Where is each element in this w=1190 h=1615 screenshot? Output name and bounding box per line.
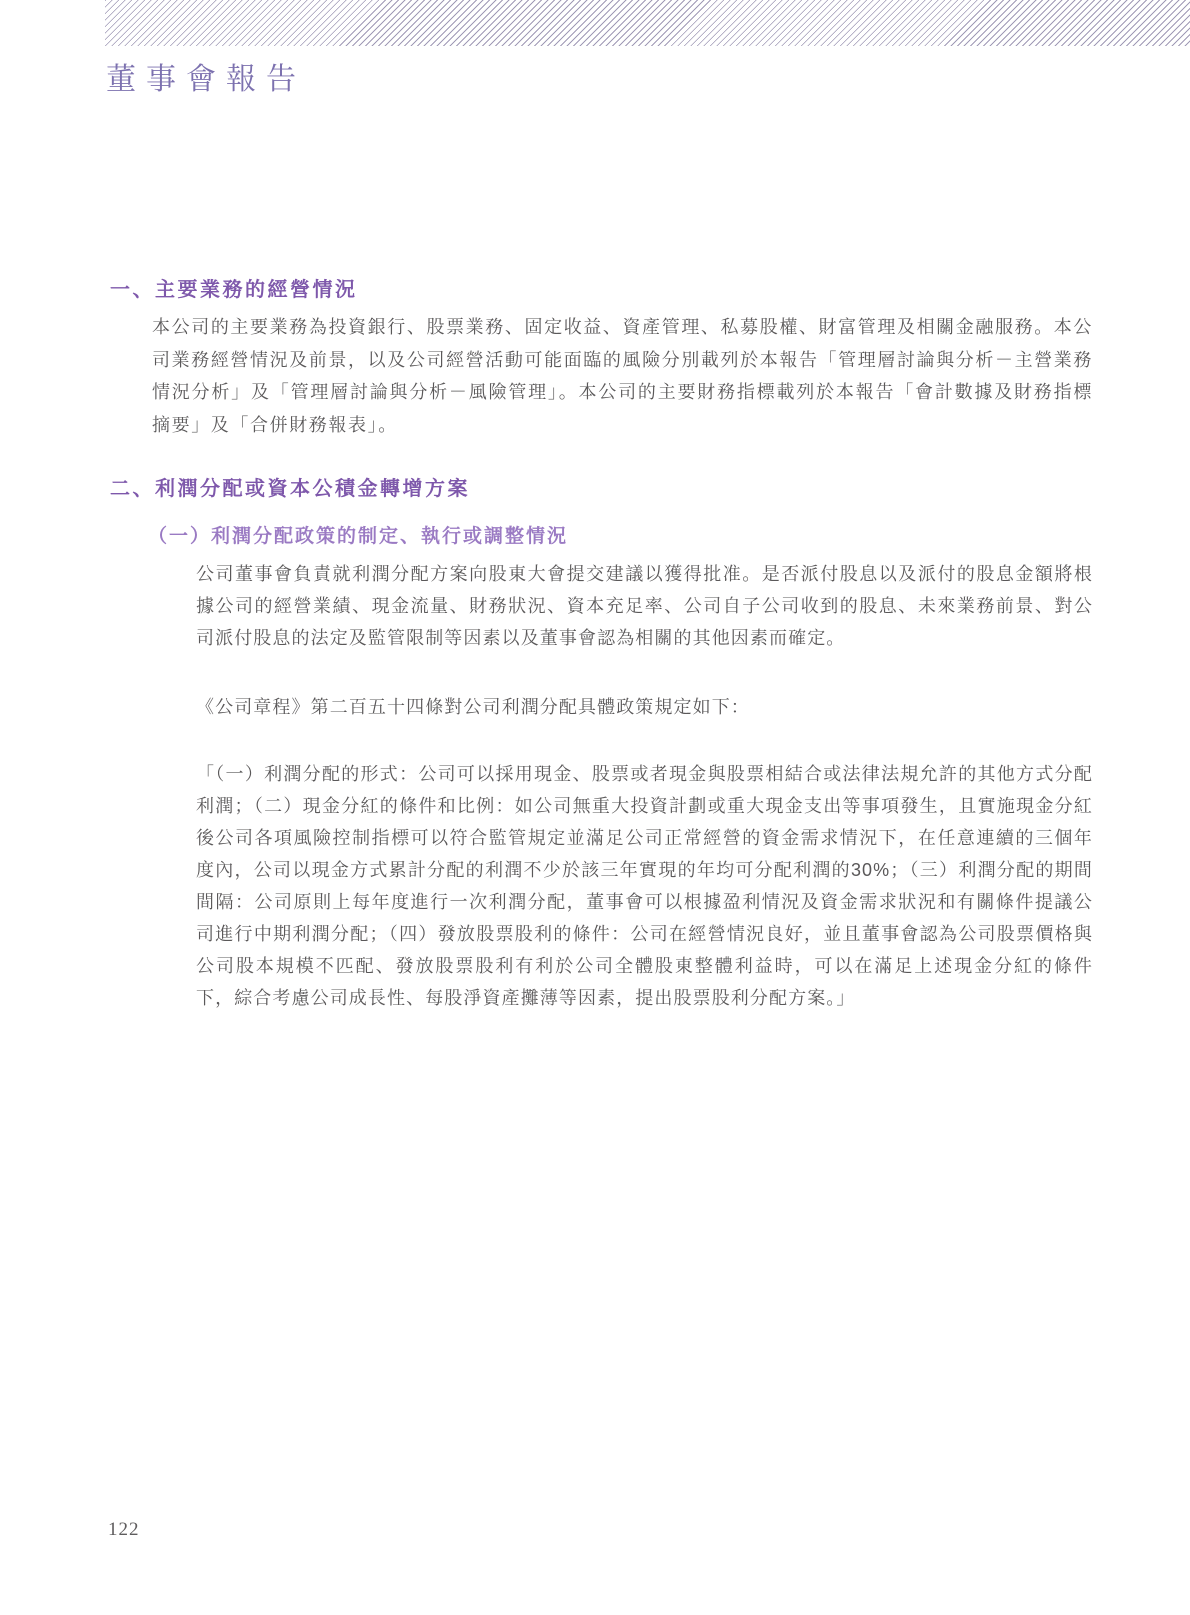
- section-2-heading: 二、利潤分配或資本公積金轉增方案: [110, 478, 470, 500]
- section-1-paragraph: 本公司的主要業務為投資銀行、股票業務、固定收益、資產管理、私募股權、財富管理及相關金融服務。本公司業務經營情況及前景，以及公司經營活動可能面臨的風險分別載列於本報告「管理層討論與分析－主營業務情況分析」及「管理層討論與分析－風險管理」。本公司的主要財務指標載列於本報告「會計數據及財務指標摘要」及「合併財務報表」。: [152, 317, 1093, 435]
- decorative-hatch-banner: [105, 0, 1190, 46]
- subsection-2-1-paragraph-2: 《公司章程》第二百五十四條對公司利潤分配具體政策規定如下：: [196, 697, 750, 717]
- page-number: 122: [108, 1519, 140, 1540]
- subsection-2-1-heading: （一）利潤分配政策的制定、執行或調整情況: [148, 526, 569, 547]
- section-1-heading: 一、主要業務的經營情況: [110, 279, 358, 301]
- page-title: 董事會報告: [106, 63, 306, 96]
- subsection-2-1-paragraph-1: 公司董事會負責就利潤分配方案向股東大會提交建議以獲得批准。是否派付股息以及派付的股息金額將根據公司的經營業績、現金流量、財務狀況、資本充足率、公司自子公司收到的股息、未來業務前景、對公司派付股息的法定及監管限制等因素以及董事會認為相關的其他因素而確定。: [196, 564, 1093, 648]
- subsection-2-1-paragraph-3: 「（一）利潤分配的形式：公司可以採用現金、股票或者現金與股票相結合或法律法規允許的其他方式分配利潤；（二）現金分紅的條件和比例：如公司無重大投資計劃或重大現金支出等事項發生，且實施現金分紅後公司各項風險控制指標可以符合監管規定並滿足公司正常經營的資金需求情況下，在任意連續的三個年度內，公司以現金方式累計分配的利潤不少於該三年實現的年均可分配利潤的30%；（三）利潤分配的期間間隔：公司原則上每年度進行一次利潤分配，董事會可以根據盈利情況及資金需求狀況和有關條件提議公司進行中期利潤分配；（四）發放股票股利的條件：公司在經營情況良好，並且董事會認為公司股票價格與公司股本規模不匹配、發放股票股利有利於公司全體股東整體利益時，可以在滿足上述現金分紅的條件下，綜合考慮公司成長性、每股淨資產攤薄等因素，提出股票股利分配方案。」: [196, 764, 1093, 1008]
